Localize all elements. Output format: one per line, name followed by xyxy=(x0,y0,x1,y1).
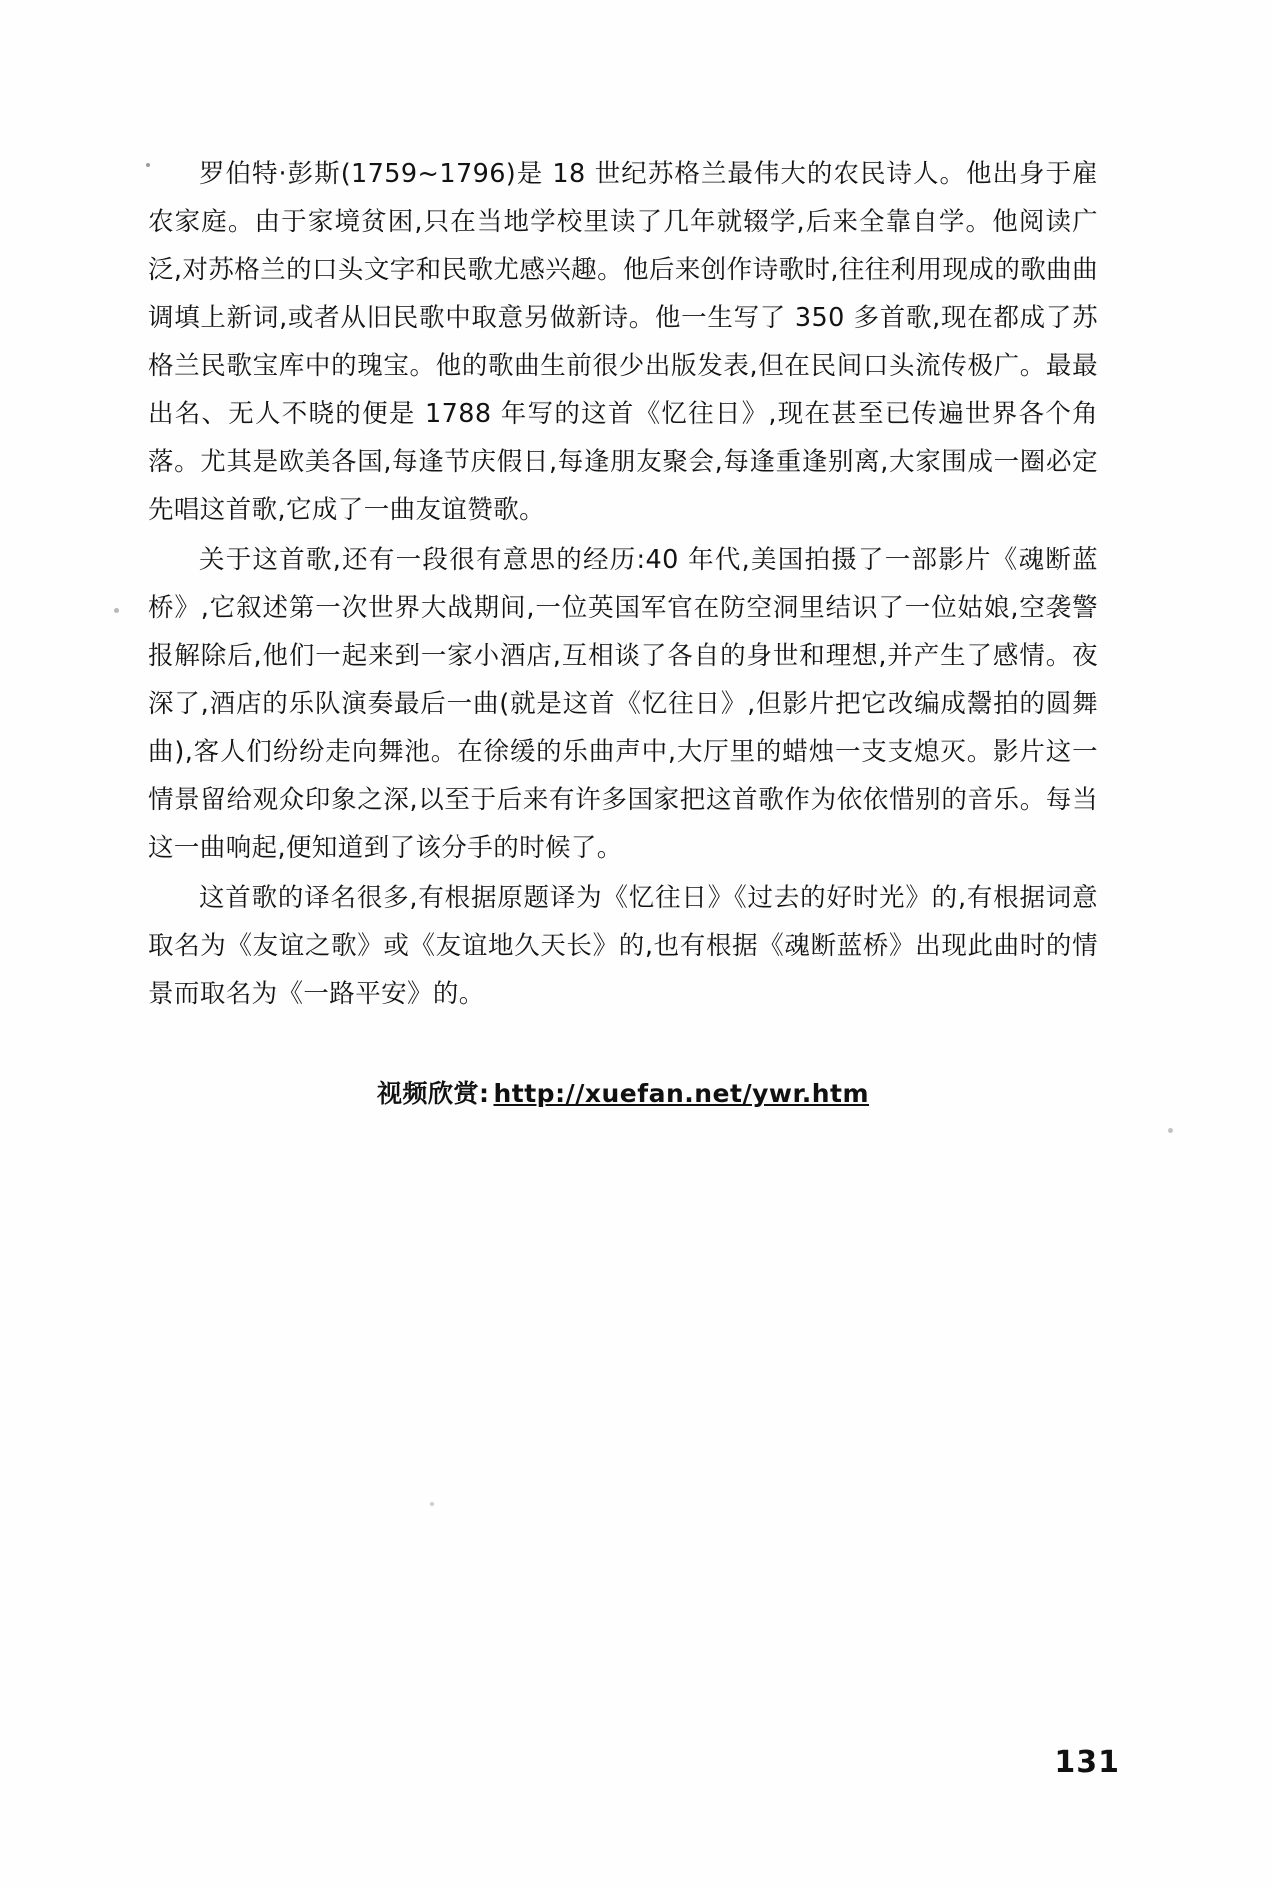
video-reference xyxy=(148,1074,1098,1110)
paragraph: 罗伯特·彭斯(1759~1796)是 18 世纪苏格兰最伟大的农民诗人。他出身于雇农家庭。由于家境贫困,只在当地学校里读了几年就辍学,后来全靠自学。他阅读广泛,对苏格兰的口头文字和民歌尤感兴趣。他后来创作诗歌时,往往利用现成的歌曲曲调填上新词,或者从旧民歌中取意另做新诗。他一生写了 350 多首歌,现在都成了苏格兰民歌宝库中的瑰宝。他的歌曲生前很少出版发表,但在民间口头流传极广。最最出名、无人不晓的便是 1788 年写的这首《忆往日》,现在甚至已传遍世界各个角落。尤其是欧美各国,每逢节庆假日,每逢朋友聚会,每逢重逢别离,大家围成一圈必定先唱这首歌,它成了一曲友谊赞歌。 xyxy=(148,159,1098,525)
paragraph: 关于这首歌,还有一段很有意思的经历:40 年代,美国拍摄了一部影片《魂断蓝桥》,它叙述第一次世界大战期间,一位英国军官在防空洞里结识了一位姑娘,空袭警报解除后,他们一起来到一家小酒店,互相谈了各自的身世和理想,并产生了感情。夜深了,酒店的乐队演奏最后一曲(就是这首《忆往日》,但影片把它改编成鬶拍的圆舞曲),客人们纷纷走向舞池。在徐缓的乐曲声中,大厅里的蜡烛一支支熄灭。影片这一情景留给观众印象之深,以至于后来有许多国家把这首歌作为依依惜别的音乐。每当这一曲响起,便知道到了该分手的时候了。 xyxy=(148,545,1098,863)
scan-speck xyxy=(1168,1128,1173,1133)
scan-speck xyxy=(114,608,119,613)
paragraph: 这首歌的译名很多,有根据原题译为《忆往日》《过去的好时光》的,有根据词意取名为《友谊之歌》或《友谊地久天长》的,也有根据《魂断蓝桥》出现此曲时的情景而取名为《一路平安》的。 xyxy=(148,883,1098,1009)
scan-speck xyxy=(430,1502,434,1506)
video-link[interactable]: http://xuefan.net/ywr.htm xyxy=(493,1079,870,1108)
video-label: 视频欣赏: xyxy=(376,1079,490,1108)
page-number: 131 xyxy=(1054,1745,1120,1780)
body-text xyxy=(148,150,1098,1110)
